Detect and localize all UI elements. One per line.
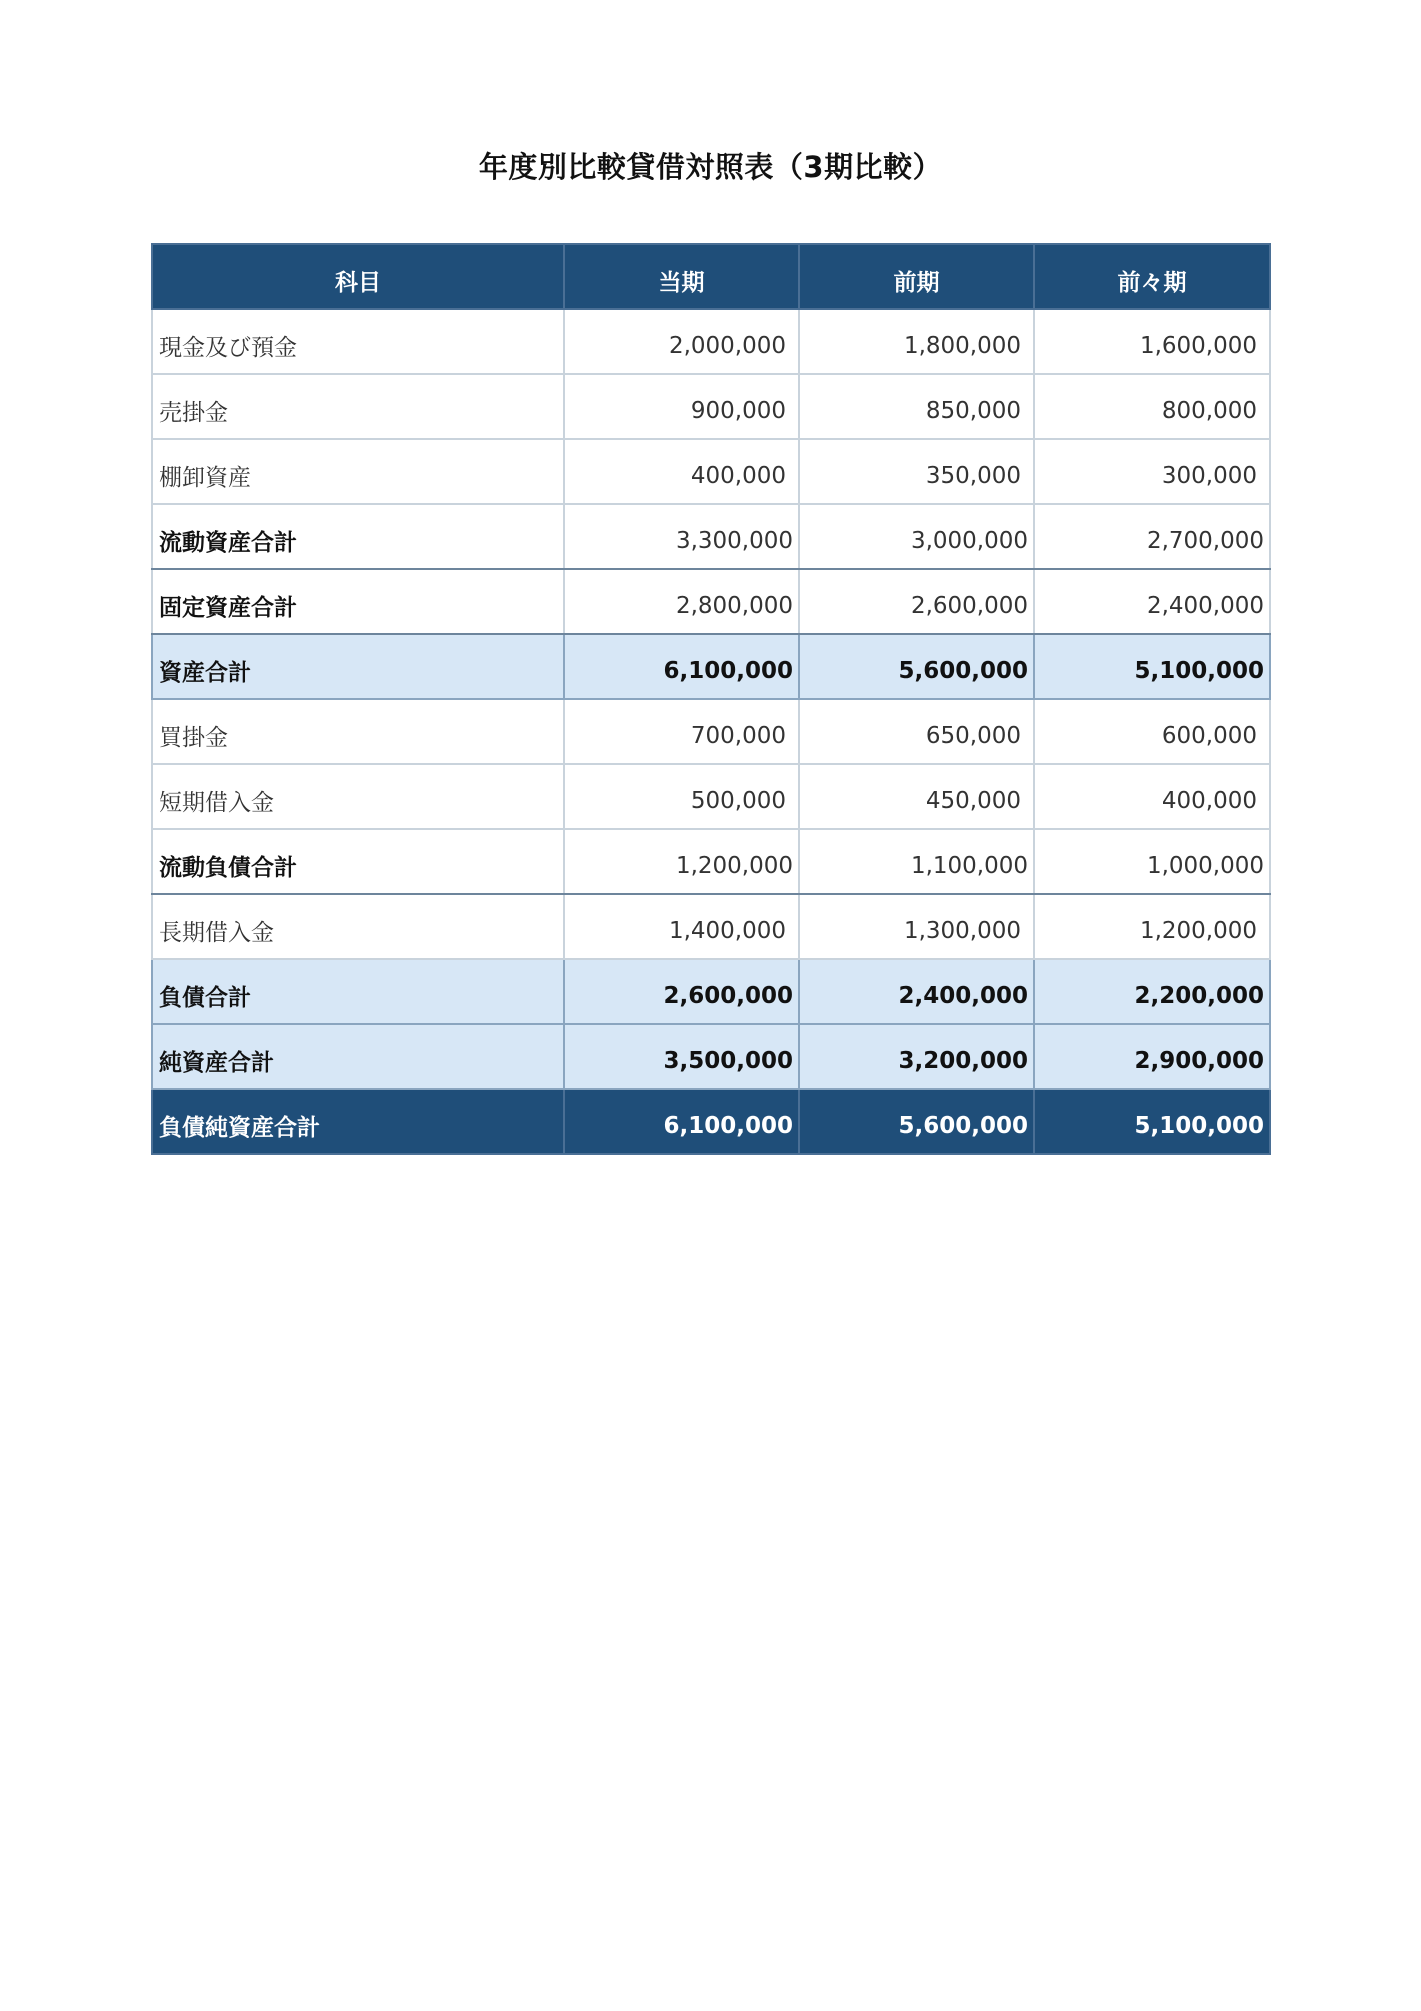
row-label: 棚卸資産 — [152, 439, 564, 504]
table-row — [152, 439, 1270, 504]
row-label: 長期借入金 — [152, 894, 564, 959]
value-previous: 1,300,000 — [799, 894, 1034, 959]
value-current: 400,000 — [564, 439, 799, 504]
table-row — [152, 894, 1270, 959]
subtotal-row — [152, 829, 1270, 894]
value-two-ago: 2,700,000 — [1034, 504, 1270, 569]
value-previous: 850,000 — [799, 374, 1034, 439]
value-current: 6,100,000 — [564, 1089, 799, 1154]
row-label: 負債純資産合計 — [152, 1089, 564, 1154]
header-account: 科目 — [152, 244, 564, 309]
row-label: 純資産合計 — [152, 1024, 564, 1089]
page-title: 年度別比較貸借対照表（3期比較） — [478, 150, 943, 184]
value-current: 1,400,000 — [564, 894, 799, 959]
row-label: 流動資産合計 — [152, 504, 564, 569]
value-previous: 1,100,000 — [799, 829, 1034, 894]
subtotal-row — [152, 569, 1270, 634]
value-previous: 450,000 — [799, 764, 1034, 829]
value-current: 2,000,000 — [564, 309, 799, 374]
value-current: 3,500,000 — [564, 1024, 799, 1089]
value-current: 6,100,000 — [564, 634, 799, 699]
total-row — [152, 1024, 1270, 1089]
value-previous: 3,200,000 — [799, 1024, 1034, 1089]
total-row — [152, 959, 1270, 1024]
value-previous: 5,600,000 — [799, 1089, 1034, 1154]
value-current: 3,300,000 — [564, 504, 799, 569]
table-row — [152, 374, 1270, 439]
balance-sheet-table — [151, 243, 1271, 1155]
value-two-ago: 2,200,000 — [1034, 959, 1270, 1024]
row-label: 負債合計 — [152, 959, 564, 1024]
table-row — [152, 699, 1270, 764]
value-current: 900,000 — [564, 374, 799, 439]
value-two-ago: 5,100,000 — [1034, 634, 1270, 699]
value-two-ago: 5,100,000 — [1034, 1089, 1270, 1154]
value-previous: 350,000 — [799, 439, 1034, 504]
row-label: 買掛金 — [152, 699, 564, 764]
value-current: 500,000 — [564, 764, 799, 829]
value-current: 2,600,000 — [564, 959, 799, 1024]
row-label: 固定資産合計 — [152, 569, 564, 634]
value-two-ago: 1,000,000 — [1034, 829, 1270, 894]
table-header-row — [152, 244, 1270, 309]
value-current: 2,800,000 — [564, 569, 799, 634]
value-current: 700,000 — [564, 699, 799, 764]
table-row — [152, 309, 1270, 374]
value-two-ago: 1,200,000 — [1034, 894, 1270, 959]
value-two-ago: 400,000 — [1034, 764, 1270, 829]
value-previous: 2,600,000 — [799, 569, 1034, 634]
value-two-ago: 600,000 — [1034, 699, 1270, 764]
row-label: 売掛金 — [152, 374, 564, 439]
value-two-ago: 2,900,000 — [1034, 1024, 1270, 1089]
value-previous: 650,000 — [799, 699, 1034, 764]
table-row — [152, 764, 1270, 829]
value-two-ago: 2,400,000 — [1034, 569, 1270, 634]
subtotal-row — [152, 504, 1270, 569]
total-row — [152, 634, 1270, 699]
row-label: 流動負債合計 — [152, 829, 564, 894]
value-previous: 3,000,000 — [799, 504, 1034, 569]
value-previous: 1,800,000 — [799, 309, 1034, 374]
value-two-ago: 800,000 — [1034, 374, 1270, 439]
value-two-ago: 1,600,000 — [1034, 309, 1270, 374]
row-label: 資産合計 — [152, 634, 564, 699]
value-two-ago: 300,000 — [1034, 439, 1270, 504]
value-current: 1,200,000 — [564, 829, 799, 894]
header-two-periods-ago: 前々期 — [1034, 244, 1270, 309]
row-label: 短期借入金 — [152, 764, 564, 829]
value-previous: 2,400,000 — [799, 959, 1034, 1024]
value-previous: 5,600,000 — [799, 634, 1034, 699]
grand-total-row — [152, 1089, 1270, 1154]
header-current-period: 当期 — [564, 244, 799, 309]
header-previous-period: 前期 — [799, 244, 1034, 309]
row-label: 現金及び預金 — [152, 309, 564, 374]
